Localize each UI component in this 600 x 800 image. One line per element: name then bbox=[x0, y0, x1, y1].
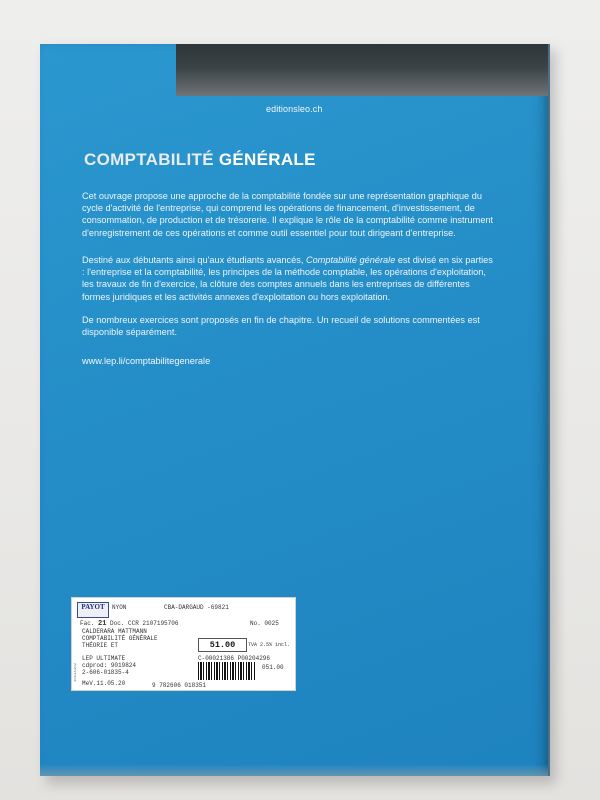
description-paragraph-1: Cet ouvrage propose une approche de la comptabilité fondée sur une représentation graphique du cycle d'activité de l'entreprise, qui comprend les opérations de financement, d'investissement, de consommation, de production et de trésorerie. Il explique le rôle de la comptabilité comme instrument d'enregistrement de ces opérations et comme outil essentiel pour tout dirigeant d'entreprise. bbox=[82, 191, 494, 238]
book-title bbox=[84, 150, 316, 170]
sticker-no: No. 0025 bbox=[250, 620, 279, 627]
sticker-author: CALDERARA MATTMANN bbox=[82, 628, 147, 635]
sticker-code: 051.00 bbox=[262, 664, 284, 671]
sticker-ref: C-00021386 P00204296 bbox=[198, 655, 271, 662]
website-link: www.lep.li/comptabilitegenerale bbox=[82, 356, 211, 366]
barcode-icon bbox=[198, 662, 256, 680]
description-paragraph-3: De nombreux exercices sont proposés en fin de chapitre. Un recueil de solutions commentées est disponible séparément. bbox=[82, 315, 480, 338]
sticker-fact-line bbox=[80, 620, 178, 628]
sticker-fact-label: Fac. bbox=[80, 620, 95, 627]
para2-text-before: Destiné aux débutants ainsi qu'aux étudiants avancés, bbox=[82, 255, 306, 265]
sticker-price: 51.00 bbox=[198, 638, 247, 652]
title-part-2: GÉNÉRALE bbox=[218, 150, 316, 169]
sticker-isbn: 2-606-01835-4 bbox=[82, 669, 129, 676]
sticker-book-title: COMPTABILITÉ GÉNÉRALE bbox=[82, 635, 158, 642]
para2-italic-title: Comptabilité générale bbox=[305, 255, 396, 265]
payot-logo: PAYOT bbox=[77, 602, 109, 618]
description-paragraph-2 bbox=[82, 254, 494, 303]
sticker-tva: TVA 2.5% incl. bbox=[248, 642, 291, 648]
para2-text-after: est divisé en six parties : l'entreprise et la comptabilité, les principes de la méthode comptable, les opérations d'exploitation, les travaux de fin d'exercice, la clôture des comptes annuels dans les entreprises de différentes formes juridiques et les activités annexes d'exploitation ou hors exploitation. bbox=[82, 255, 493, 302]
sticker-supplier: CBA-DARGAUD -69821 bbox=[164, 604, 229, 611]
title-part-1: COMPTABILITÉ bbox=[84, 150, 214, 169]
sticker-doc: Doc. CCR 2107195706 bbox=[110, 620, 179, 627]
sticker-date: MeV.11.05.20 bbox=[82, 680, 126, 687]
sticker-store: NYON bbox=[112, 604, 127, 611]
top-dark-band bbox=[176, 44, 548, 96]
sticker-publisher: LEP ULTIMATE bbox=[82, 655, 126, 662]
sticker-book-subtitle: THÉORIE ET bbox=[82, 642, 119, 649]
sticker-fact-number: 21 bbox=[98, 620, 107, 628]
price-sticker bbox=[71, 597, 296, 691]
sticker-ean: 9 782606 018351 bbox=[152, 682, 207, 689]
sticker-cdprod: cdprod: 9019824 bbox=[82, 662, 137, 669]
publisher-url: editionsleo.ch bbox=[266, 104, 323, 114]
sticker-side-code: 10515102 bbox=[74, 662, 78, 682]
